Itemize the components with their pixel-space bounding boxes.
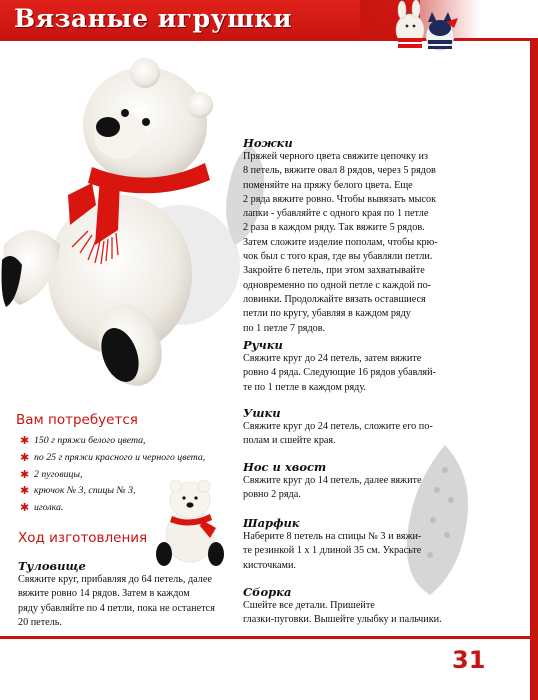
body-title: Туловище xyxy=(18,559,86,573)
arms-section xyxy=(243,338,495,395)
scarf-text xyxy=(243,530,495,573)
legs-line: Затем сложите изделие пополам, чтобы крю- xyxy=(243,236,438,248)
material-item xyxy=(20,450,205,467)
nose-line: ровно 2 ряда. xyxy=(243,489,301,501)
scarf-title: Шарфик xyxy=(243,516,300,530)
legs-title: Ножки xyxy=(243,136,293,150)
legs-section xyxy=(243,136,495,336)
small-bear-photo xyxy=(150,476,230,571)
scarf-section xyxy=(243,516,495,573)
legs-line: петли по кругу, убавляя в каждом ряду xyxy=(243,308,411,320)
assembly-title: Сборка xyxy=(243,585,292,599)
star-bullet-icon: ✱ xyxy=(20,485,30,498)
star-bullet-icon: ✱ xyxy=(20,435,30,447)
material-text: иголка. xyxy=(34,502,64,514)
nose-text xyxy=(243,474,495,503)
scarf-line: кисточками. xyxy=(243,559,296,571)
legs-line: по 1 петле 7 рядов. xyxy=(243,322,326,334)
body-line: вяжите ровно 14 рядов. Затем в каждом xyxy=(18,588,190,600)
legs-line: одновременно по одной петле с каждой по- xyxy=(243,279,432,291)
nose-section xyxy=(243,460,495,503)
nose-line: Свяжите круг до 14 петель, далее вяжите xyxy=(243,475,422,486)
legs-line: 8 петель, вяжите овал 8 рядов, через 5 рядов xyxy=(243,165,436,177)
ears-line: полам и сшейте края. xyxy=(243,435,336,447)
body-line: Свяжите круг, прибавляя до 64 петель, далее xyxy=(18,574,212,585)
legs-line: 2 ряда вяжите ровно. Чтобы вывязать мысок xyxy=(243,193,437,205)
legs-text xyxy=(243,150,495,336)
arms-title: Ручки xyxy=(243,338,283,352)
star-bullet-icon: ✱ xyxy=(20,451,30,464)
body-line: 20 петель. xyxy=(18,616,62,628)
star-bullet-icon: ✱ xyxy=(20,468,30,481)
right-accent-bar xyxy=(530,40,538,700)
header-toys-photo xyxy=(388,0,463,58)
legs-line: Закройте 6 петель, при этом захватывайте xyxy=(243,265,425,277)
materials-title: Вам потребуется xyxy=(16,412,138,428)
arms-line: те по 1 петле в каждом ряду. xyxy=(243,381,366,393)
footer-rule xyxy=(0,636,530,639)
process-title: Ход изготовления xyxy=(18,530,148,546)
legs-line: чок был с того края, где вы убавляли петли. xyxy=(243,251,433,263)
legs-line: 2 раза в каждом ряду. Так вяжите 5 рядов. xyxy=(243,222,425,234)
page-title: Вязаные игрушки xyxy=(14,4,293,33)
ears-title: Ушки xyxy=(243,406,281,420)
scarf-line: Наберите 8 петель на спицы № 3 и вяжи- xyxy=(243,531,422,542)
legs-line: поменяйте на пряжу белого цвета. Еще xyxy=(243,179,413,191)
material-text: 2 пуговицы, xyxy=(34,468,83,480)
material-item xyxy=(20,433,205,450)
ears-text xyxy=(243,420,495,449)
main-bear-photo xyxy=(0,55,240,400)
arms-line: ровно 4 ряда. Следующие 16 рядов убавляй- xyxy=(243,367,436,379)
material-text: крючок № 3, спицы № 3, xyxy=(34,485,136,497)
body-text xyxy=(18,573,250,630)
arms-text xyxy=(243,352,495,395)
legs-line: лапки - убавляйте с одного края по 1 петле xyxy=(243,208,429,220)
page-number: 31 xyxy=(452,646,486,674)
material-text: по 25 г пряжи красного и черного цвета, xyxy=(34,451,206,463)
ears-line: Свяжите круг до 24 петель, сложите его по- xyxy=(243,421,433,432)
assembly-section xyxy=(243,585,495,628)
assembly-line: глазки-пуговки. Вышейте улыбку и пальчики. xyxy=(243,614,442,626)
legs-line: Пряжей черного цвета свяжите цепочку из xyxy=(243,151,428,162)
body-line: ряду убавляйте по 4 петли, пока не останется xyxy=(18,602,215,614)
nose-title: Нос и хвост xyxy=(243,460,327,474)
ears-section xyxy=(243,406,495,449)
scarf-line: те резинкой 1 х 1 длиной 35 см. Украсьте xyxy=(243,545,422,557)
body-section xyxy=(18,559,250,630)
assembly-line: Сшейте все детали. Пришейте xyxy=(243,600,375,611)
legs-line: ловинки. Продолжайте вязать оставшиеся xyxy=(243,293,426,305)
assembly-text xyxy=(243,599,495,628)
star-bullet-icon: ✱ xyxy=(20,502,30,515)
material-text: 150 г пряжи белого цвета, xyxy=(34,435,146,446)
arms-line: Свяжите круг до 24 петель, затем вяжите xyxy=(243,353,422,364)
